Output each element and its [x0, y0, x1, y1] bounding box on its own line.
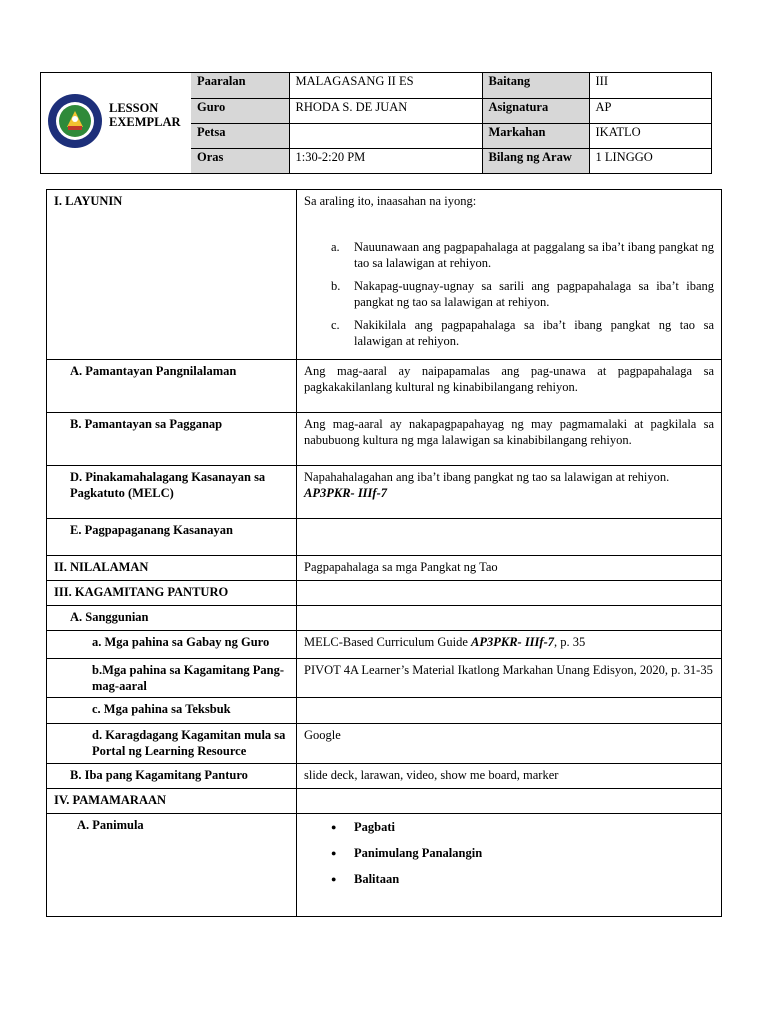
kagamitang-panturo-value	[297, 581, 722, 606]
baitang-label: Baitang	[482, 73, 589, 98]
markahan-label: Markahan	[482, 123, 589, 148]
objectives-list	[304, 239, 714, 349]
table-row	[47, 659, 722, 698]
list-marker: c.	[331, 318, 340, 332]
list-item: ● Balitaan	[304, 871, 714, 887]
petsa-label: Petsa	[191, 123, 289, 148]
pamamaraan-label: IV. PAMAMARAAN	[47, 789, 297, 814]
header-row	[191, 123, 711, 148]
sanggunian-label: A. Sanggunian	[47, 606, 297, 631]
kagamitang-panturo-label: III. KAGAMITANG PANTURO	[47, 581, 297, 606]
petsa-value	[289, 123, 482, 148]
pamantayan-pangnilalaman-label: A. Pamantayan Pangnilalaman	[47, 360, 297, 413]
list-marker: a.	[331, 240, 340, 254]
iba-pang-kagamitan-value: slide deck, larawan, video, show me board, marker	[297, 764, 722, 789]
list-item: ● Pagbati	[304, 819, 714, 835]
kagamitang-pang-mag-aaral-value: PIVOT 4A Learner’s Material Ikatlong Markahan Unang Edisyon, 2020, p. 31-35	[297, 659, 722, 698]
table-row	[47, 519, 722, 556]
pamantayan-sa-pagganap-value: Ang mag-aaral ay nakapagpapahayag ng may pagmamalaki at pagkilala sa nabubuong kultura ng mga lalawigan sa kinabibilangang rehiyon.	[297, 413, 722, 466]
table-row	[47, 606, 722, 631]
lesson-plan-table	[46, 189, 722, 917]
pagpapaganang-kasanayan-value	[297, 519, 722, 556]
logo-cell	[41, 73, 192, 173]
bilang-ng-araw-label: Bilang ng Araw	[482, 148, 589, 173]
table-row	[47, 631, 722, 659]
table-row	[47, 581, 722, 606]
guro-label: Guro	[191, 98, 289, 123]
school-seal-icon	[47, 93, 103, 149]
list-item	[304, 239, 714, 271]
asignatura-value: AP	[589, 98, 711, 123]
layunin-intro: Sa araling ito, inaasahan na iyong:	[304, 194, 477, 208]
gabay-ng-guro-label: a. Mga pahina sa Gabay ng Guro	[47, 631, 297, 659]
header-row	[191, 148, 711, 173]
table-row	[47, 814, 722, 917]
melc-label: D. Pinakamahalagang Kasanayan sa Pagkatuto (MELC)	[47, 466, 297, 519]
objective-text: Nauunawaan ang pagpapahalaga at paggalang sa iba’t ibang pangkat ng tao sa lalawigan at rehiyon.	[354, 240, 714, 270]
table-row	[47, 360, 722, 413]
layunin-label: I. LAYUNIN	[47, 190, 297, 360]
paaralan-label: Paaralan	[191, 73, 289, 98]
markahan-value: IKATLO	[589, 123, 711, 148]
panimula-value	[297, 814, 722, 917]
guide-code: AP3PKR- IIIf-7	[471, 635, 554, 649]
gabay-ng-guro-value	[297, 631, 722, 659]
nilalaman-label: II. NILALAMAN	[47, 556, 297, 581]
guide-text: MELC-Based Curriculum Guide	[304, 635, 471, 649]
list-item: ● Panimulang Panalangin	[304, 845, 714, 861]
table-row	[47, 764, 722, 789]
karagdagang-kagamitan-label: d. Karagdagang Kagamitan mula sa Portal ng Learning Resource	[47, 724, 297, 764]
oras-label: Oras	[191, 148, 289, 173]
table-row	[47, 466, 722, 519]
table-row	[47, 556, 722, 581]
pamamaraan-value	[297, 789, 722, 814]
panimula-label: A. Panimula	[47, 814, 297, 917]
iba-pang-kagamitan-label: B. Iba pang Kagamitang Panturo	[47, 764, 297, 789]
header-row	[191, 73, 711, 98]
table-row	[47, 190, 722, 360]
paaralan-value: MALAGASANG II ES	[289, 73, 482, 98]
melc-value	[297, 466, 722, 519]
sanggunian-value	[297, 606, 722, 631]
bilang-ng-araw-value: 1 LINGGO	[589, 148, 711, 173]
objective-text: Nakapag-uugnay-ugnay sa sarili ang pagpapahalaga sa iba’t ibang pangkat ng tao sa lalawigan at rehiyon.	[354, 279, 714, 309]
table-row	[47, 413, 722, 466]
list-marker: b.	[331, 279, 341, 293]
baitang-value: III	[589, 73, 711, 98]
kagamitang-pang-mag-aaral-label: b.Mga pahina sa Kagamitang Pang-mag-aaral	[47, 659, 297, 698]
objective-text: Nakikilala ang pagpapahalaga sa iba’t ibang pangkat ng tao sa lalawigan at rehiyon.	[354, 318, 714, 348]
melc-code: AP3PKR- IIIf-7	[304, 486, 387, 500]
oras-value: 1:30-2:20 PM	[289, 148, 482, 173]
karagdagang-kagamitan-value: Google	[297, 724, 722, 764]
table-row	[47, 789, 722, 814]
lesson-header	[40, 72, 712, 174]
teksbuk-value	[297, 698, 722, 724]
lesson-exemplar-title: LESSON EXEMPLAR	[109, 101, 181, 129]
guro-value: RHODA S. DE JUAN	[289, 98, 482, 123]
table-row	[47, 724, 722, 764]
layunin-content	[297, 190, 722, 360]
header-row	[191, 98, 711, 123]
pamantayan-sa-pagganap-label: B. Pamantayan sa Pagganap	[47, 413, 297, 466]
pagpapaganang-kasanayan-label: E. Pagpapaganang Kasanayan	[47, 519, 297, 556]
asignatura-label: Asignatura	[482, 98, 589, 123]
nilalaman-value: Pagpapahalaga sa mga Pangkat ng Tao	[297, 556, 722, 581]
pamantayan-pangnilalaman-value: Ang mag-aaral ay naipapamalas ang pag-unawa at pagpapahalaga sa pagkakakilanlang kultural ng kinabibilangang rehiyon.	[297, 360, 722, 413]
teksbuk-label: c. Mga pahina sa Teksbuk	[47, 698, 297, 724]
melc-text: Napahahalagahan ang iba’t ibang pangkat ng tao sa lalawigan at rehiyon.	[304, 470, 670, 484]
list-item	[304, 278, 714, 310]
list-item	[304, 317, 714, 349]
guide-page: , p. 35	[554, 635, 586, 649]
table-row	[47, 698, 722, 724]
panimula-list	[304, 819, 714, 887]
header-info-table	[191, 73, 711, 173]
